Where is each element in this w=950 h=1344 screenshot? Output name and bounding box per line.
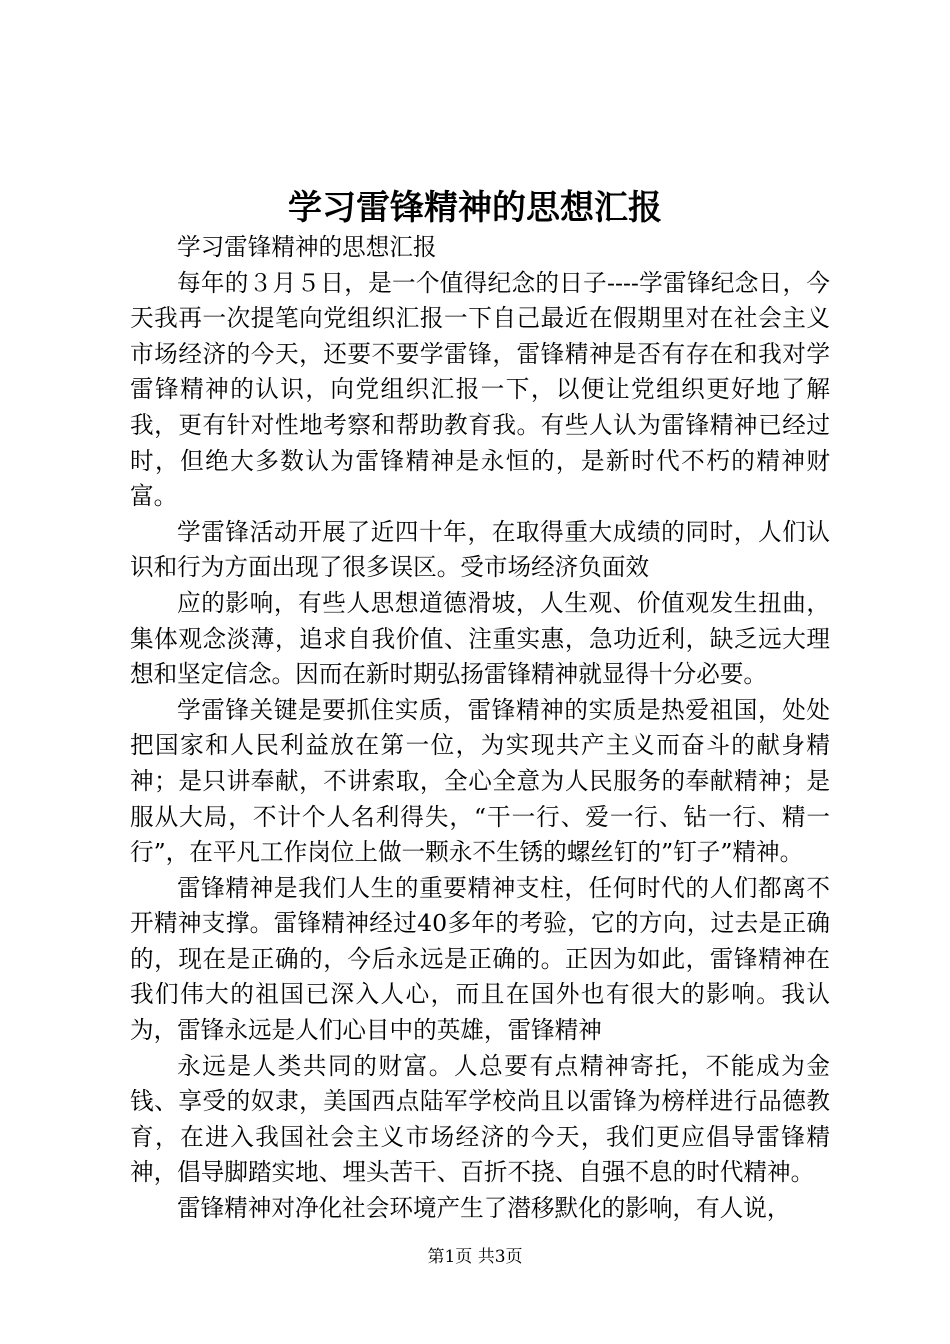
paragraph-2: 学雷锋活动开展了近四十年，在取得重大成绩的同时，人们认识和行为方面出现了很多误区。受市场经济负面效 bbox=[130, 517, 830, 582]
paragraph-3: 应的影响，有些人思想道德滑坡，人生观、价值观发生扭曲，集体观念淡薄，追求自我价值、注重实惠，急功近利，缺乏远大理想和坚定信念。因而在新时期弘扬雷锋精神就显得十分必要。 bbox=[130, 588, 830, 689]
document-subtitle: 学习雷锋精神的思想汇报 bbox=[177, 233, 437, 261]
paragraph-5: 雷锋精神是我们人生的重要精神支柱，任何时代的人们都离不开精神支撑。雷锋精神经过40多年的考验，它的方向，过去是正确的，现在是正确的，今后永远是正确的。正因为如此，雷锋精神在我们伟大的祖国已深入人心，而且在国外也有很大的影响。我认为，雷锋永远是人们心目中的英雄，雷锋精神 bbox=[130, 873, 830, 1045]
paragraph-6: 永远是人类共同的财富。人总要有点精神寄托，不能成为金钱、享受的奴隶，美国西点陆军学校尚且以雷锋为榜样进行品德教育，在进入我国社会主义市场经济的今天，我们更应倡导雷锋精神，倡导脚踏实地、埋头苦干、百折不挠、自强不息的时代精神。 bbox=[130, 1051, 830, 1187]
paragraph-7: 雷锋精神对净化社会环境产生了潜移默化的影响，有人说， bbox=[177, 1194, 791, 1223]
paragraph-1: 每年的３月５日，是一个值得纪念的日子----学雷锋纪念日，今天我再一次提笔向党组织汇报一下自己最近在假期里对在社会主义市场经济的今天，还要不要学雷锋，雷锋精神是否有存在和我对学雷锋精神的认识，向党组织汇报一下，以便让党组织更好地了解我，更有针对性地考察和帮助教育我。有些人认为雷锋精神已经过时，但绝大多数认为雷锋精神是永恒的，是新时代不朽的精神财富。 bbox=[130, 268, 830, 511]
document-body bbox=[130, 230, 830, 1227]
page-number-footer: 第1页 共3页 bbox=[427, 1247, 523, 1267]
document-title: 学习雷锋精神的思想汇报 bbox=[288, 188, 662, 228]
paragraph-4: 学雷锋关键是要抓住实质，雷锋精神的实质是热爱祖国，处处把国家和人民利益放在第一位，为实现共产主义而奋斗的献身精神；是只讲奉献，不讲索取，全心全意为人民服务的奉献精神；是服从大局，不计个人名利得失，“干一行、爱一行、钻一行、精一行”，在平凡工作岗位上做一颗永不生锈的螺丝钉的”钉子”精神。 bbox=[130, 695, 830, 867]
